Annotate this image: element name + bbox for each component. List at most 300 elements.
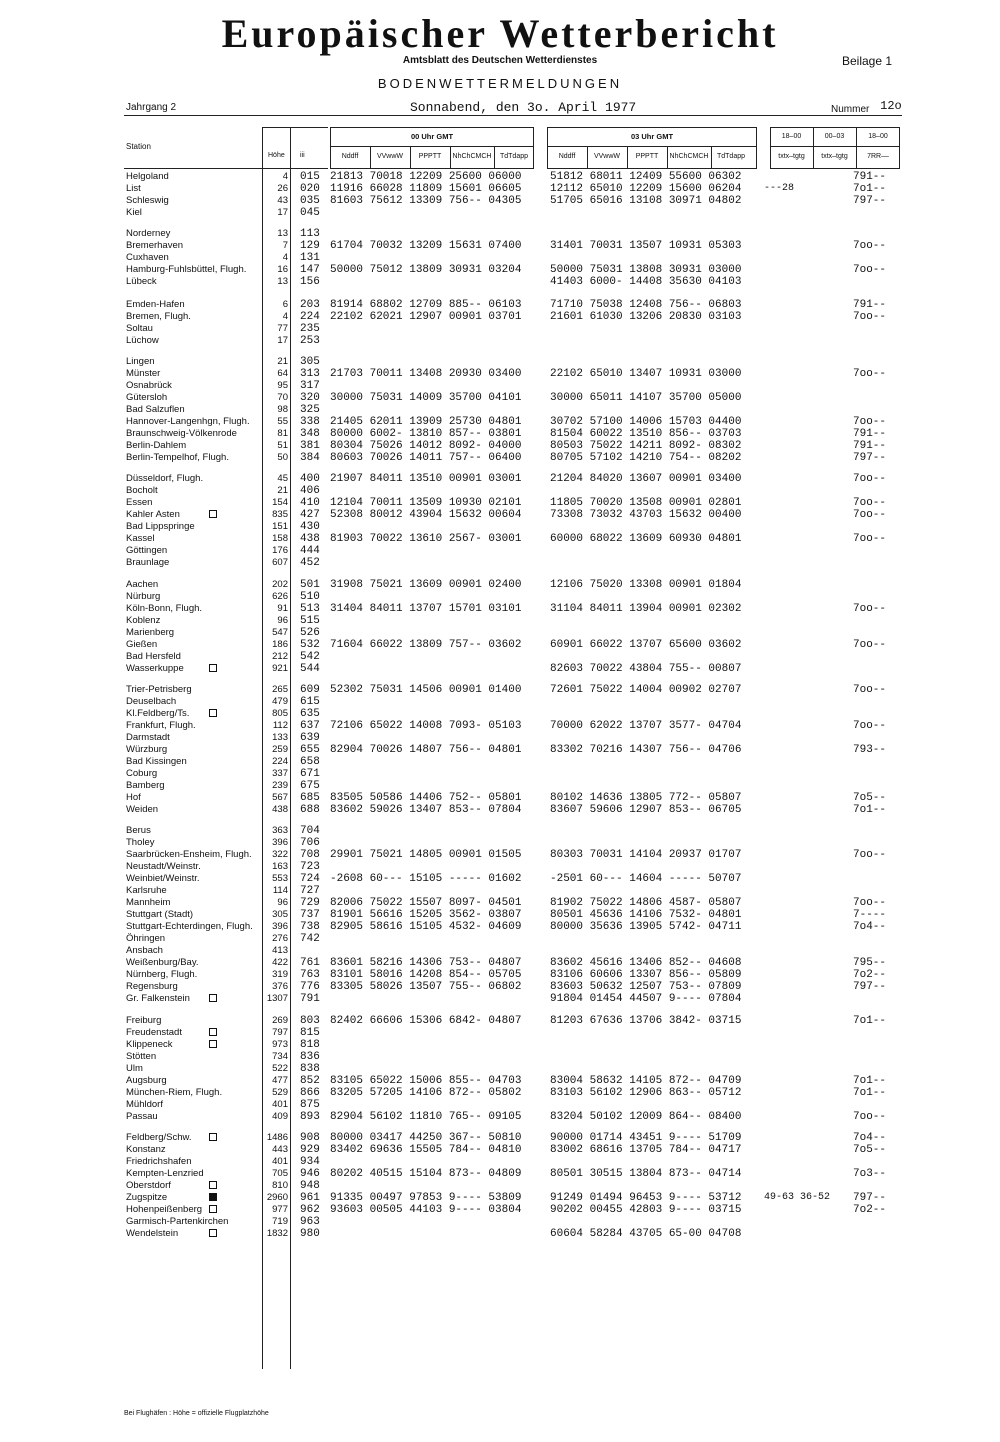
station-name: Würzburg — [126, 744, 168, 755]
station-height: 17 — [277, 335, 288, 346]
obs-00-utc: 22102 62021 12907 00901 03701 — [330, 311, 522, 323]
station-name: Kahler Asten — [126, 509, 180, 520]
station-index: 763 — [300, 969, 320, 981]
station-name: Weißenburg/Bay. — [126, 957, 199, 968]
station-index: 818 — [300, 1039, 320, 1051]
group-00-divider — [330, 146, 534, 147]
table-row — [0, 615, 1000, 627]
station-index: 655 — [300, 744, 320, 756]
obs-00-utc: 50000 75012 13809 30931 03204 — [330, 264, 522, 276]
station-index: 658 — [300, 756, 320, 768]
station-name: Karlsruhe — [126, 885, 167, 896]
obs-00-utc: 29901 75021 14805 00901 01505 — [330, 849, 522, 861]
station-index: 791 — [300, 993, 320, 1005]
station-index: 317 — [300, 380, 320, 392]
station-index: 962 — [300, 1204, 320, 1216]
table-row — [0, 1168, 1000, 1180]
station-name: Köln-Bonn, Flugh. — [126, 603, 203, 614]
station-name: Bocholt — [126, 485, 158, 496]
station-index: 400 — [300, 473, 320, 485]
obs-00-utc: 82905 58616 15105 4532- 04609 — [330, 921, 522, 933]
precip-group: 7o2-- — [853, 969, 887, 981]
station-name: Mannheim — [126, 897, 171, 908]
table-row — [0, 651, 1000, 663]
table-row — [0, 1180, 1000, 1192]
station-name: Trier-Petrisberg — [126, 684, 192, 695]
precip-group: 7o1-- — [853, 1075, 887, 1087]
station-index: 742 — [300, 933, 320, 945]
station-index: 708 — [300, 849, 320, 861]
precip-group: 7oo-- — [853, 416, 887, 428]
table-row — [0, 311, 1000, 323]
station-name: Bad Salzuflen — [126, 404, 185, 415]
station-name: Hof — [126, 792, 141, 803]
precip-group: 7oo-- — [853, 473, 887, 485]
table-row — [0, 240, 1000, 252]
table-row — [0, 195, 1000, 207]
station-index: 526 — [300, 627, 320, 639]
station-name: Koblenz — [126, 615, 161, 626]
obs-00-utc: 80304 75026 14012 8092- 04000 — [330, 440, 522, 452]
station-height: 319 — [272, 969, 288, 980]
precip-group: 7oo-- — [853, 533, 887, 545]
station-index: 381 — [300, 440, 320, 452]
obs-03-utc: 51812 68011 12409 55600 06302 — [550, 171, 742, 183]
table-row — [0, 945, 1000, 957]
station-height: 95 — [277, 380, 288, 391]
station-height: 96 — [277, 615, 288, 626]
precip-group: 7oo-- — [853, 240, 887, 252]
station-index: 961 — [300, 1192, 320, 1204]
table-row — [0, 428, 1000, 440]
obs-03-utc: 50000 75031 13808 30931 03000 — [550, 264, 742, 276]
obs-03-utc: 60604 58284 43705 65-00 04708 — [550, 1228, 742, 1240]
station-name: Wendelstein — [126, 1228, 179, 1239]
cols03-col-sep — [711, 147, 712, 169]
station-name: Friedrichshafen — [126, 1156, 192, 1167]
table-row — [0, 557, 1000, 569]
station-height: 96 — [277, 897, 288, 908]
cols00-col-sep — [370, 147, 371, 169]
col18-c: 18–00 — [868, 133, 888, 140]
station-height: 553 — [272, 873, 288, 884]
table-row — [0, 452, 1000, 464]
station-name: Münster — [126, 368, 161, 379]
table-row — [0, 207, 1000, 219]
station-index: 510 — [300, 591, 320, 603]
station-index: 253 — [300, 335, 320, 347]
cols00-col-1: VVwwW — [376, 153, 404, 160]
table-head-rule — [124, 168, 328, 169]
station-height: 163 — [272, 861, 288, 872]
obs-00-utc: 83402 69636 15505 784-- 04810 — [330, 1144, 522, 1156]
station-name: Gießen — [126, 639, 158, 650]
station-index: 639 — [300, 732, 320, 744]
station-index: 515 — [300, 615, 320, 627]
header-rule — [124, 115, 902, 116]
station-index: 325 — [300, 404, 320, 416]
obs-03-utc: 80501 45636 14106 7532- 04801 — [550, 909, 742, 921]
precip-group: 7oo-- — [853, 264, 887, 276]
obs-00-utc: 21405 62011 13909 25730 04801 — [330, 416, 522, 428]
table-row — [0, 873, 1000, 885]
station-height: 443 — [272, 1144, 288, 1155]
station-height: 626 — [272, 591, 288, 602]
table-row — [0, 276, 1000, 288]
station-height: 55 — [277, 416, 288, 427]
station-index: 224 — [300, 311, 320, 323]
obs-03-utc: 51705 65016 13108 30971 04802 — [550, 195, 742, 207]
precip-group: 7oo-- — [853, 1111, 887, 1123]
station-index: 934 — [300, 1156, 320, 1168]
station-height: 186 — [272, 639, 288, 650]
station-name: Hohenpeißenberg — [126, 1204, 203, 1215]
station-height: 13 — [277, 276, 288, 287]
hoehe-header: Höhe — [268, 152, 285, 159]
station-name: Nürnberg, Flugh. — [126, 969, 198, 980]
station-name: Mühldorf — [126, 1099, 163, 1110]
station-height: 50 — [277, 452, 288, 463]
obs-03-utc: 80705 57102 14210 754-- 08202 — [550, 452, 742, 464]
obs-00-utc: 83205 57205 14106 872-- 05802 — [330, 1087, 522, 1099]
obs-00-utc: 12104 70011 13509 10930 02101 — [330, 497, 522, 509]
station-name: Bad Lippspringe — [126, 521, 195, 532]
obs-03-utc: 21204 84020 13607 00901 03400 — [550, 473, 742, 485]
precip-group: 7oo-- — [853, 897, 887, 909]
station-index: 738 — [300, 921, 320, 933]
jahrgang-label: Jahrgang 2 — [126, 102, 177, 113]
obs-03-utc: 83106 60606 13307 856-- 05809 — [550, 969, 742, 981]
table-row — [0, 497, 1000, 509]
station-index: 836 — [300, 1051, 320, 1063]
table-row — [0, 792, 1000, 804]
obs-03-utc: 22102 65010 13407 10931 03000 — [550, 368, 742, 380]
station-height: 522 — [272, 1063, 288, 1074]
precip-group: 793-- — [853, 744, 887, 756]
station-name: Oberstdorf — [126, 1180, 171, 1191]
station-name: Lübeck — [126, 276, 157, 287]
obs-00-utc: 31908 75021 13609 00901 02400 — [330, 579, 522, 591]
obs-00-utc: 82006 75022 15507 8097- 04501 — [330, 897, 522, 909]
obs-00-utc: 83105 65022 15006 855-- 04703 — [330, 1075, 522, 1087]
extremes-group: 49-63 36-52 — [764, 1192, 831, 1203]
page-subtitle: Amtsblatt des Deutschen Wetterdienstes — [402, 55, 598, 66]
precip-group: 7o4-- — [853, 921, 887, 933]
table-row — [0, 1087, 1000, 1099]
precip-group: 7oo-- — [853, 849, 887, 861]
footer-note: Bei Flughäfen : Höhe = offizielle Flugplatzhöhe — [124, 1410, 269, 1417]
station-height: 91 — [277, 603, 288, 614]
station-index: 761 — [300, 957, 320, 969]
station-index: 727 — [300, 885, 320, 897]
table-row — [0, 521, 1000, 533]
precip-group: 7oo-- — [853, 311, 887, 323]
station-height: 4 — [282, 171, 288, 182]
table-row — [0, 897, 1000, 909]
station-index: 706 — [300, 837, 320, 849]
filled-square-icon — [209, 1193, 217, 1201]
precip-group: 791-- — [853, 428, 887, 440]
station-height: 17 — [277, 207, 288, 218]
table-row — [0, 804, 1000, 816]
station-index: 908 — [300, 1132, 320, 1144]
precip-group: 797-- — [853, 981, 887, 993]
cols03-col-1: VVwwW — [593, 153, 621, 160]
station-height: 1307 — [266, 993, 288, 1004]
station-name: Düsseldorf, Flugh. — [126, 473, 204, 484]
col18-b-sub: txtx–tgtg — [821, 153, 848, 160]
obs-00-utc: 83601 58216 14306 753-- 04807 — [330, 957, 522, 969]
station-index: 156 — [300, 276, 320, 288]
table-row — [0, 1192, 1000, 1204]
obs-00-utc: 80202 40515 15104 873-- 04809 — [330, 1168, 522, 1180]
station-index: 852 — [300, 1075, 320, 1087]
table-row — [0, 1204, 1000, 1216]
table-row — [0, 356, 1000, 368]
precip-group: 7o1-- — [853, 804, 887, 816]
obs-03-utc: 41403 6000- 14408 35630 04103 — [550, 276, 742, 288]
obs-03-utc: 80503 75022 14211 8092- 08302 — [550, 440, 742, 452]
obs-03-utc: 11805 70020 13508 00901 02801 — [550, 497, 742, 509]
station-name: Freiburg — [126, 1015, 162, 1026]
station-name: Norderney — [126, 228, 171, 239]
obs-03-utc: 60000 68022 13609 60930 04801 — [550, 533, 742, 545]
obs-00-utc: 52302 75031 14506 00901 01400 — [330, 684, 522, 696]
station-height: 4 — [282, 252, 288, 263]
page-title: Europäischer Wetterbericht — [221, 11, 779, 56]
obs-00-utc: 83602 59026 13407 853-- 07804 — [330, 804, 522, 816]
station-height: 409 — [272, 1111, 288, 1122]
open-square-icon — [209, 1028, 217, 1036]
obs-03-utc: 83002 68616 13705 784-- 04717 — [550, 1144, 742, 1156]
table-row — [0, 849, 1000, 861]
station-index: 609 — [300, 684, 320, 696]
station-height: 26 — [277, 183, 288, 194]
station-height: 176 — [272, 545, 288, 556]
cols03-col-2: PPPTT — [635, 153, 659, 160]
precip-group: 791-- — [853, 440, 887, 452]
station-index: 035 — [300, 195, 320, 207]
station-name: Augsburg — [126, 1075, 167, 1086]
cols00-col-4: TdTdapp — [499, 153, 529, 160]
table-row — [0, 1132, 1000, 1144]
station-name: Gütersloh — [126, 392, 168, 403]
station-index: 513 — [300, 603, 320, 615]
station-height: 337 — [272, 768, 288, 779]
precip-group: 7o4-- — [853, 1132, 887, 1144]
station-name: Soltau — [126, 323, 153, 334]
station-name: Marienberg — [126, 627, 175, 638]
station-height: 21 — [277, 356, 288, 367]
station-index: 815 — [300, 1027, 320, 1039]
station-height: 810 — [272, 1180, 288, 1191]
table-row — [0, 627, 1000, 639]
station-height: 4 — [282, 311, 288, 322]
table-row — [0, 981, 1000, 993]
obs-03-utc: 21601 61030 13206 20830 03103 — [550, 311, 742, 323]
station-index: 704 — [300, 825, 320, 837]
precip-group: 7oo-- — [853, 684, 887, 696]
table-row — [0, 780, 1000, 792]
station-height: 479 — [272, 696, 288, 707]
obs-00-utc: 81903 70022 13610 2567- 03001 — [330, 533, 522, 545]
station-height: 477 — [272, 1075, 288, 1086]
section-title: BODENWETTERMELDUNGEN — [377, 76, 623, 91]
obs-03-utc: 80303 70031 14104 20937 01707 — [550, 849, 742, 861]
table-row — [0, 744, 1000, 756]
station-height: 43 — [277, 195, 288, 206]
station-name: Hamburg-Fuhlsbüttel, Flugh. — [126, 264, 247, 275]
table-row — [0, 708, 1000, 720]
precip-group: 7oo-- — [853, 603, 887, 615]
table-row — [0, 228, 1000, 240]
col18-c-sub: 7RR–– — [867, 153, 889, 160]
obs-00-utc: 82904 70026 14807 756-- 04801 — [330, 744, 522, 756]
station-height: 212 — [272, 651, 288, 662]
station-height: 202 — [272, 579, 288, 590]
station-height: 45 — [277, 473, 288, 484]
table-row — [0, 323, 1000, 335]
table-row — [0, 171, 1000, 183]
obs-00-utc: 72106 65022 14008 7093- 05103 — [330, 720, 522, 732]
obs-03-utc: 81504 60022 13510 856-- 03703 — [550, 428, 742, 440]
station-index: 675 — [300, 780, 320, 792]
station-name: Schleswig — [126, 195, 169, 206]
station-index: 946 — [300, 1168, 320, 1180]
station-height: 112 — [272, 720, 288, 731]
station-name: Braunschweig-Völkenrode — [126, 428, 237, 439]
table-row — [0, 1144, 1000, 1156]
obs-03-utc: 83204 50102 12009 864-- 08400 — [550, 1111, 742, 1123]
station-name: Stuttgart-Echterdingen, Flugh. — [126, 921, 253, 932]
precip-group: 791-- — [853, 171, 887, 183]
obs-03-utc: 90202 00455 42803 9---- 03715 — [550, 1204, 742, 1216]
precip-group: 7oo-- — [853, 497, 887, 509]
station-index: 444 — [300, 545, 320, 557]
obs-00-utc: 21907 84011 13510 00901 03001 — [330, 473, 522, 485]
obs-03-utc: 80102 14636 13805 772-- 05807 — [550, 792, 742, 804]
precip-group: 795-- — [853, 957, 887, 969]
cols03-col-4: TdTdapp — [716, 153, 746, 160]
station-name: Braunlage — [126, 557, 170, 568]
station-name: Nürburg — [126, 591, 161, 602]
station-index: 671 — [300, 768, 320, 780]
station-height: 438 — [272, 804, 288, 815]
precip-group: 7---- — [853, 909, 887, 921]
precip-group: 7o5-- — [853, 1144, 887, 1156]
station-name: Klippeneck — [126, 1039, 173, 1050]
cols00-col-sep — [410, 147, 411, 169]
station-index: 045 — [300, 207, 320, 219]
precip-group: 7o1-- — [853, 183, 887, 195]
table-top-rule — [262, 127, 328, 128]
station-name: Helgoland — [126, 171, 169, 182]
obs-00-utc: 52308 80012 43904 15632 00604 — [330, 509, 522, 521]
station-name: Saarbrücken-Ensheim, Flugh. — [126, 849, 252, 860]
station-height: 805 — [272, 708, 288, 719]
obs-03-utc: 70000 62022 13707 3577- 04704 — [550, 720, 742, 732]
station-index: 544 — [300, 663, 320, 675]
station-height: 13 — [277, 228, 288, 239]
obs-03-utc: -2501 60--- 14604 ----- 50707 — [550, 873, 742, 885]
station-height: 401 — [272, 1099, 288, 1110]
station-height: 734 — [272, 1051, 288, 1062]
col18-a-sub: txtx–tgtg — [778, 153, 805, 160]
station-index: 723 — [300, 861, 320, 873]
station-index: 320 — [300, 392, 320, 404]
obs-03-utc: 71710 75038 12408 756-- 06803 — [550, 299, 742, 311]
obs-00-utc: 31404 84011 13707 15701 03101 — [330, 603, 522, 615]
station-name: Darmstadt — [126, 732, 170, 743]
station-name: Osnabrück — [126, 380, 172, 391]
obs-00-utc: 11916 66028 11809 15601 06605 — [330, 183, 522, 195]
station-name: Berlin-Tempelhof, Flugh. — [126, 452, 229, 463]
table-row — [0, 684, 1000, 696]
open-square-icon — [209, 994, 217, 1002]
table-row — [0, 921, 1000, 933]
cols00-col-sep — [494, 147, 495, 169]
station-name: Stuttgart (Stadt) — [126, 909, 194, 920]
station-name: Regensburg — [126, 981, 178, 992]
obs-00-utc: 80603 70026 14011 757-- 06400 — [330, 452, 522, 464]
table-row — [0, 473, 1000, 485]
station-height: 70 — [277, 392, 288, 403]
table-row — [0, 335, 1000, 347]
table-row — [0, 392, 1000, 404]
station-height: 158 — [272, 533, 288, 544]
station-name: Gr. Falkenstein — [126, 993, 190, 1004]
station-name: Bad Kissingen — [126, 756, 187, 767]
station-name: Passau — [126, 1111, 158, 1122]
precip-group: 7o1-- — [853, 1015, 887, 1027]
table-row — [0, 720, 1000, 732]
open-square-icon — [209, 1133, 217, 1141]
obs-03-utc: 91249 01494 96453 9---- 53712 — [550, 1192, 742, 1204]
group-03-divider — [547, 146, 757, 147]
nummer-label — [831, 99, 902, 116]
station-height: 529 — [272, 1087, 288, 1098]
obs-03-utc: 81203 67636 13706 3842- 03715 — [550, 1015, 742, 1027]
station-index: 129 — [300, 240, 320, 252]
station-height: 259 — [272, 744, 288, 755]
obs-00-utc: 83101 58016 14208 854-- 05705 — [330, 969, 522, 981]
table-row — [0, 837, 1000, 849]
cols00-col-2: PPPTT — [418, 153, 442, 160]
station-name: Kiel — [126, 207, 142, 218]
table-row — [0, 533, 1000, 545]
station-name: Bad Hersfeld — [126, 651, 181, 662]
obs-03-utc: 83602 45616 13406 852-- 04608 — [550, 957, 742, 969]
table-row — [0, 909, 1000, 921]
obs-00-utc: 80000 6002- 13810 857-- 03801 — [330, 428, 522, 440]
table-row — [0, 732, 1000, 744]
obs-03-utc: 81902 75022 14806 4587- 05807 — [550, 897, 742, 909]
open-square-icon — [209, 1205, 217, 1213]
beilage-label: Beilage 1 — [842, 54, 893, 68]
obs-00-utc: 82904 56102 11810 765-- 09105 — [330, 1111, 522, 1123]
station-height: 973 — [272, 1039, 288, 1050]
obs-00-utc: 80000 03417 44250 367-- 50810 — [330, 1132, 522, 1144]
station-index: 838 — [300, 1063, 320, 1075]
station-name: Bamberg — [126, 780, 165, 791]
table-row — [0, 1051, 1000, 1063]
obs-03-utc: 73308 73032 43703 15632 00400 — [550, 509, 742, 521]
open-square-icon — [209, 1229, 217, 1237]
precip-group: 791-- — [853, 299, 887, 311]
table-row — [0, 1075, 1000, 1087]
station-height: 363 — [272, 825, 288, 836]
station-index: 637 — [300, 720, 320, 732]
